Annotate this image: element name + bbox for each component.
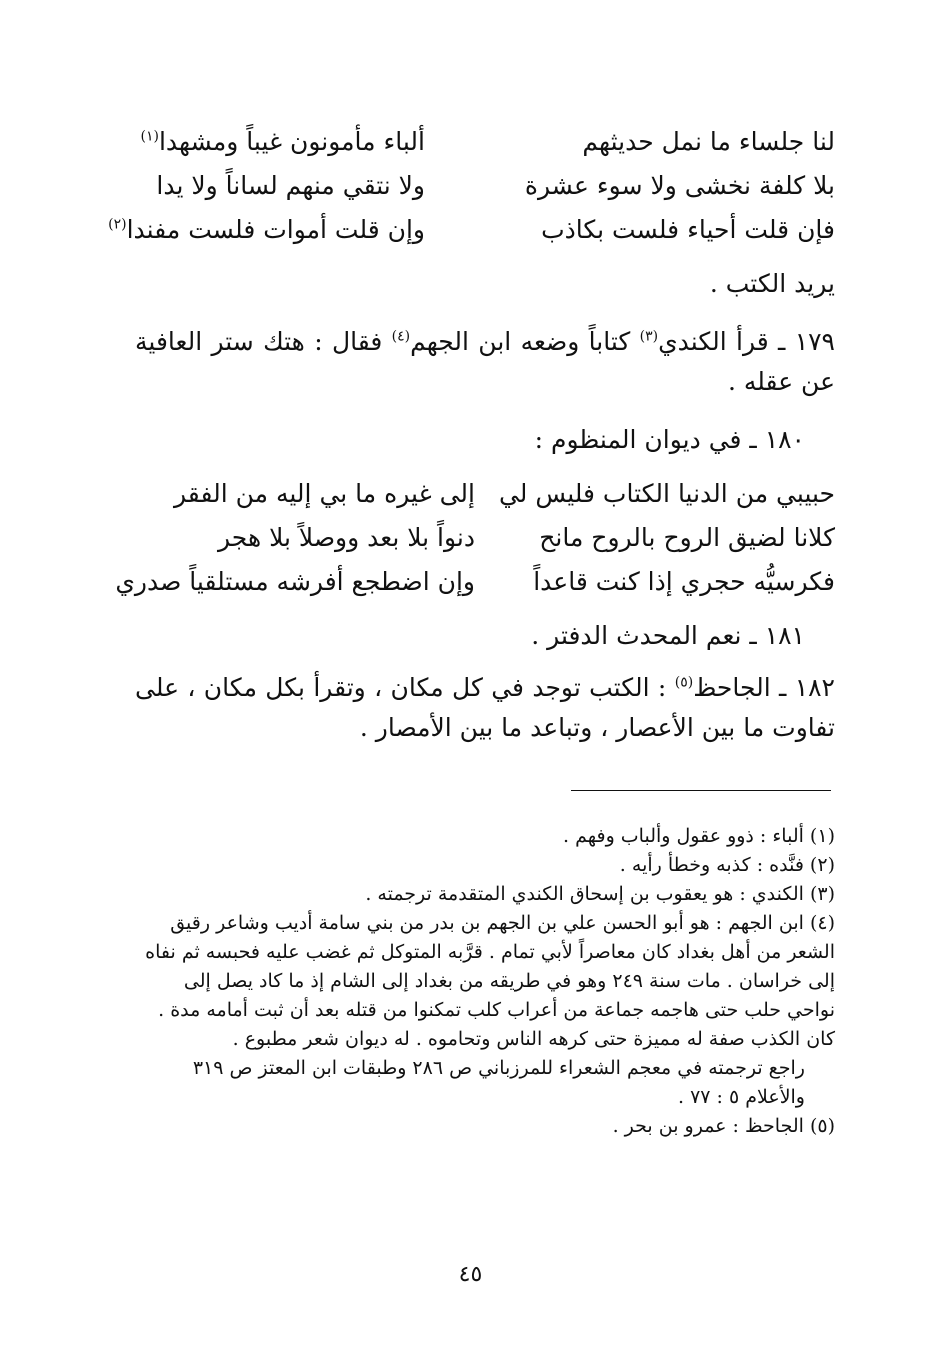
hemistich-text: ألباء مأمونون غيباً ومشهدا <box>158 127 425 156</box>
item-180: ١٨٠ ـ في ديوان المنظوم : <box>534 425 805 454</box>
item-179-text-b: كتاباً وضعه ابن الجهم <box>410 327 640 356</box>
hemistich-second: دنواً بلا بعد ووصلاً بلا هجر <box>218 523 475 552</box>
item-179-text-c: فقال : هتك ستر العافية عن عقله . <box>135 327 835 396</box>
hemistich-second: إلى غيره ما بي إليه من الفقر <box>174 479 475 508</box>
page-number: ٤٥ <box>458 1262 483 1287</box>
footnote-ref-5: (٥) <box>674 674 694 691</box>
main-text <box>108 120 835 748</box>
hemistich-first: فكرسيُّه حجري إذا كنت قاعداً <box>533 567 835 596</box>
verse-line <box>108 208 835 252</box>
verse-line <box>135 472 835 516</box>
hemistich-second <box>135 122 425 162</box>
item-182 <box>135 668 835 748</box>
footnote-4: (٤) ابن الجهم : هو أبو الحسن علي بن الجهم بن بدر من بني سامة أديب وشاعر رقيق الشعر من أهل بغداد كان معاصراً لأبي تمام . قرَّبه المتوكل ثم غضب عليه فحبسه ثم نفاه إلى خراسان . مات سنة ٢٤٩ وهو في طريقه من بغداد إلى الشام إذ ما كاد يصل إلى نواحي حلب حتى هاجمه جماعة من أعراب كلب تمكنوا من قتله بعد أن ثبت أمامه مدة . كان الكذب صفة له مميزة حتى كرهه الناس وتحاموه . له ديوان شعر مطبوع . <box>145 912 835 1050</box>
hemistich-first: فإن قلت أحياء فلست بكاذب <box>541 215 835 244</box>
verse-line <box>135 164 835 208</box>
item-179-text-a: ١٧٩ ـ قرأ الكندي <box>658 327 835 356</box>
hemistich-first: كلانا لضيق الروح بالروح مانح <box>539 523 835 552</box>
item-182-text-b: : الكتب توجد في كل مكان ، وتقرأ بكل مكان ، على تفاوت ما بين الأعصار ، وتباعد ما بين الأمصار . <box>135 673 835 742</box>
hemistich-second: وإن اضطجع أفرشه مستلقياً صدري <box>115 567 475 596</box>
footnote-ref-3: (٣) <box>639 328 659 345</box>
footnotes <box>135 822 835 1141</box>
verse-line <box>135 120 835 164</box>
hemistich-first: بلا كلفة نخشى ولا سوء عشرة <box>524 171 835 200</box>
footnote-separator <box>571 790 831 791</box>
poem-2 <box>115 472 835 604</box>
verse-line <box>115 560 835 604</box>
hemistich-first: حبيبي من الدنيا الكتاب فليس لي <box>498 479 835 508</box>
footnote-5: (٥) الجاحظ : عمرو بن بحر . <box>612 1115 835 1137</box>
footnote-2: (٢) فنَّده : كذبه وخطأ رأيه . <box>619 854 835 876</box>
verse-line <box>135 516 835 560</box>
item-182-text-a: ١٨٢ ـ الجاحظ <box>693 673 835 702</box>
hemistich-second: ولا نتقي منهم لساناً ولا يدا <box>156 171 425 200</box>
footnote-ref-2: (٢) <box>108 216 127 233</box>
footnote-4-reference: راجع ترجمته في معجم الشعراء للمرزباني ص ٢٨٦ وطبقات ابن المعتز ص ٣١٩ والأعلام ٥ : ٧٧ . <box>192 1057 805 1108</box>
footnote-ref-4: (٤) <box>391 328 411 345</box>
footnote-ref-1: (١) <box>140 128 159 145</box>
item-181: ١٨١ ـ نعم المحدث الدفتر . <box>531 621 805 650</box>
hemistich-first: لنا جلساء ما نمل حديثهم <box>582 127 835 156</box>
hemistich-text: وإن قلت أموات فلست مفندا <box>126 215 425 244</box>
item-179 <box>135 322 835 402</box>
footnote-3: (٣) الكندي : هو يعقوب بن إسحاق الكندي المتقدمة ترجمته . <box>365 883 835 905</box>
paragraph-after-poem-1: يريد الكتب . <box>709 269 835 298</box>
hemistich-second <box>108 210 425 250</box>
poem-1 <box>108 120 835 252</box>
footnote-1: (١) ألباء : ذوو عقول وألباب وفهم . <box>563 825 835 847</box>
